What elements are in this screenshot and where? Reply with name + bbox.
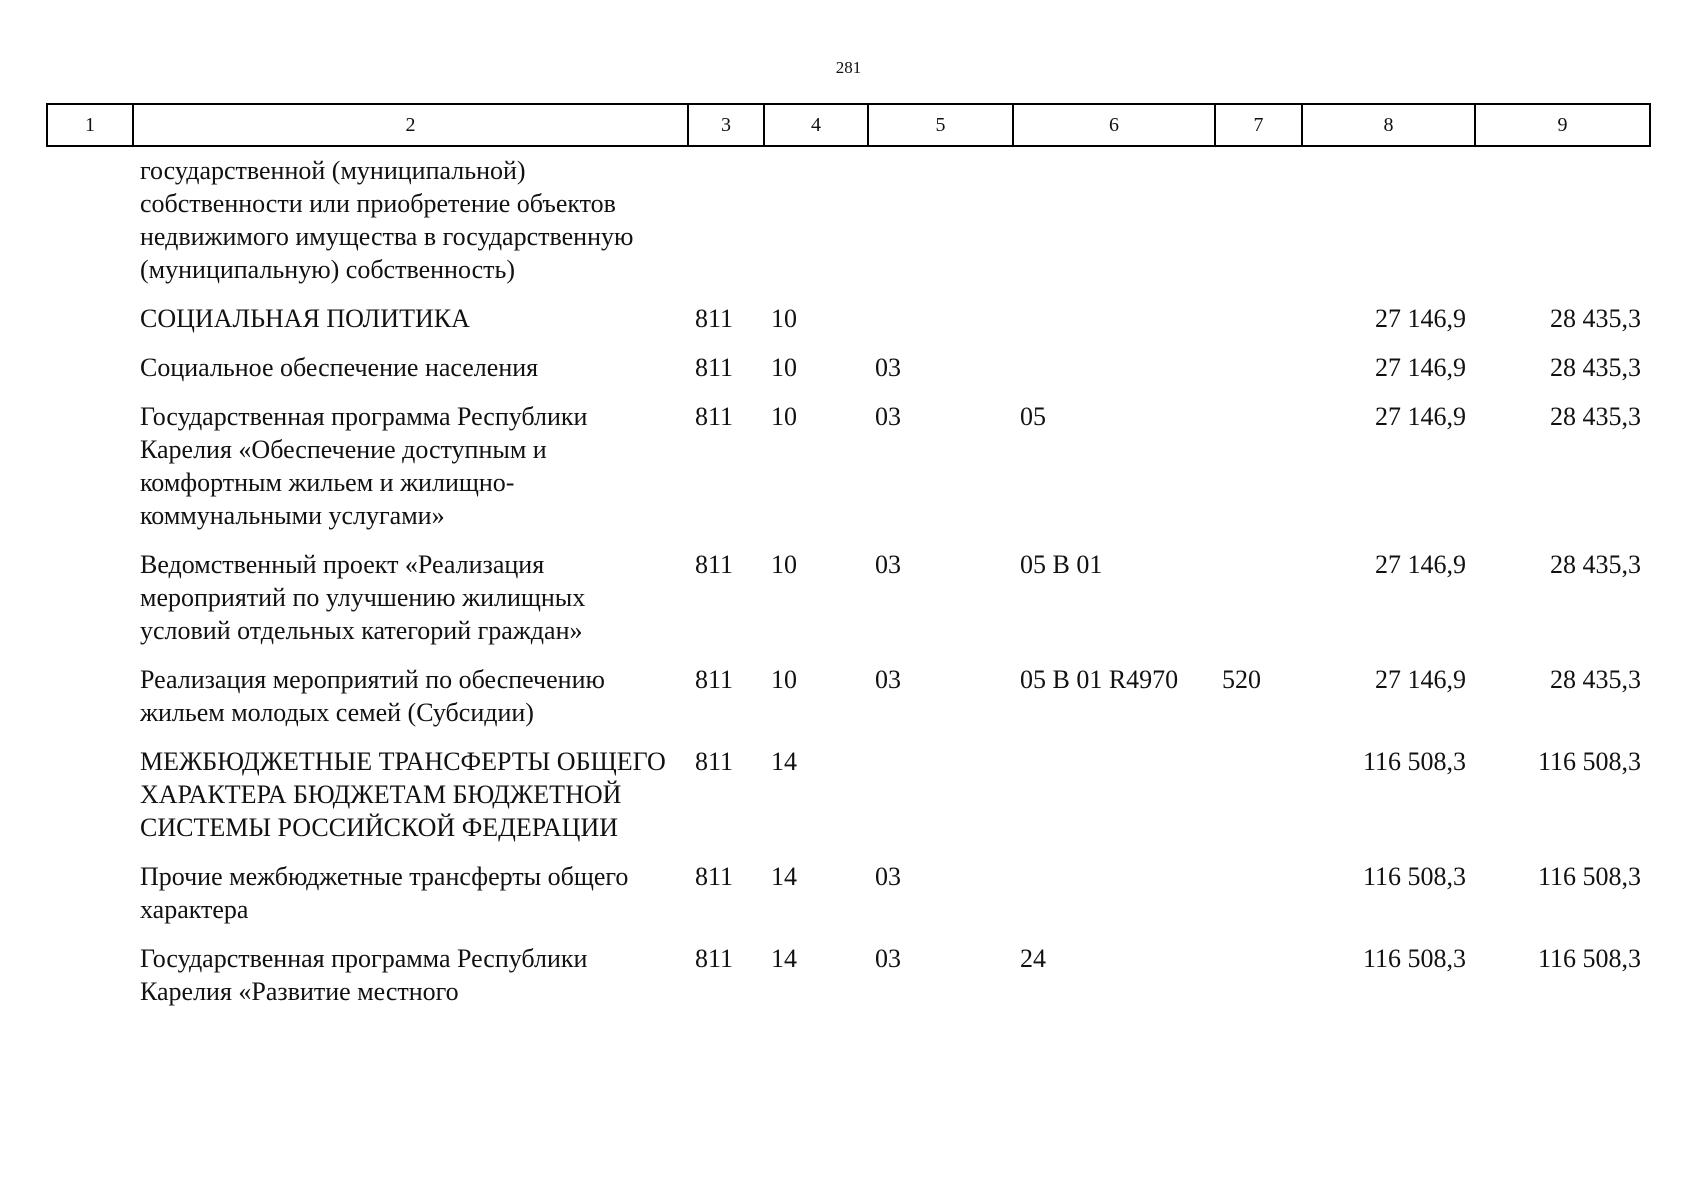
table-row [46,942,1649,1024]
table-row [46,860,1649,942]
cell-col5: 03 [875,665,901,694]
cell-col4: 14 [771,944,797,973]
cell-col4: 10 [771,304,797,333]
cell-col3: 811 [695,353,734,382]
cell-col8 [1301,154,1474,302]
cell-col9: 28 435,3 [1550,550,1641,579]
cell-col3 [687,154,763,302]
cell-col7 [1214,548,1301,663]
cell-col4: 14 [771,747,797,776]
cell-col5 [867,745,1012,860]
header-col-7: 7 [1215,104,1302,146]
cell-col5: 03 [875,550,901,579]
cell-col8: 27 146,9 [1375,304,1466,333]
table-row [46,663,1649,745]
header-col-6: 6 [1013,104,1215,146]
cell-col6: 05 В 01 R4970 [1020,665,1179,694]
cell-col4: 10 [771,550,797,579]
cell-col6 [1012,351,1214,400]
cell-name: Реализация мероприятий по обеспечению жильем молодых семей (Субсидии) [140,665,605,727]
cell-name: Социальное обеспечение населения [140,353,539,382]
cell-col3: 811 [695,550,734,579]
cell-col6: 24 [1020,944,1046,973]
cell-col4: 10 [771,665,797,694]
table-row [46,400,1649,548]
cell-col5: 03 [875,944,901,973]
cell-col9 [1474,154,1649,302]
cell-name: Государственная программа Республики Карелия «Развитие местного [140,944,588,1006]
cell-col6 [1012,860,1214,942]
table-row [46,154,1649,302]
cell-col3: 811 [695,402,734,431]
cell-name: Государственная программа Республики Карелия «Обеспечение доступным и комфортным жильем и жилищно-коммунальными услугами» [140,402,588,530]
cell-col4: 14 [771,862,797,891]
cell-col1 [46,663,132,745]
cell-col8: 27 146,9 [1375,550,1466,579]
cell-col7 [1214,154,1301,302]
budget-table [46,154,1649,1024]
cell-col6 [1012,745,1214,860]
cell-col8: 27 146,9 [1375,353,1466,382]
cell-col1 [46,745,132,860]
cell-col5: 03 [875,353,901,382]
cell-col9: 116 508,3 [1537,747,1641,776]
cell-col7 [1214,860,1301,942]
header-col-9: 9 [1475,104,1650,146]
cell-col6: 05 [1020,402,1046,431]
cell-col1 [46,302,132,351]
cell-col9: 28 435,3 [1550,402,1641,431]
cell-col5 [867,302,1012,351]
cell-col9: 116 508,3 [1537,862,1641,891]
cell-col8: 116 508,3 [1362,944,1466,973]
table-row [46,548,1649,663]
cell-col3: 811 [695,944,734,973]
cell-col3: 811 [695,747,734,776]
cell-col7: 520 [1222,665,1261,694]
cell-col7 [1214,302,1301,351]
cell-col6 [1012,154,1214,302]
cell-col9: 28 435,3 [1550,665,1641,694]
cell-name: Ведомственный проект «Реализация мероприятий по улучшению жилищных условий отдельных категорий граждан» [140,550,586,645]
header-col-1: 1 [47,104,133,146]
cell-col5: 03 [875,402,901,431]
cell-col6: 05 В 01 [1020,550,1103,579]
cell-col8: 116 508,3 [1362,747,1466,776]
cell-col3: 811 [695,862,734,891]
cell-col4: 10 [771,353,797,382]
header-col-3: 3 [688,104,764,146]
cell-col5 [867,154,1012,302]
cell-col7 [1214,351,1301,400]
column-number-header [46,103,1651,147]
cell-col4 [763,154,867,302]
cell-col3: 811 [695,665,734,694]
cell-name: СОЦИАЛЬНАЯ ПОЛИТИКА [140,304,470,333]
header-col-8: 8 [1302,104,1475,146]
cell-col9: 116 508,3 [1537,944,1641,973]
cell-col9: 28 435,3 [1550,304,1641,333]
cell-col7 [1214,400,1301,548]
cell-col7 [1214,745,1301,860]
table-row [46,745,1649,860]
cell-col5: 03 [875,862,901,891]
cell-col6 [1012,302,1214,351]
cell-col3: 811 [695,304,734,333]
cell-col8: 116 508,3 [1362,862,1466,891]
cell-name: Прочие межбюджетные трансферты общего характера [140,862,629,924]
header-col-5: 5 [868,104,1013,146]
table-row [46,351,1649,400]
cell-col1 [46,351,132,400]
header-col-2: 2 [133,104,688,146]
cell-col8: 27 146,9 [1375,665,1466,694]
cell-col1 [46,400,132,548]
cell-name: МЕЖБЮДЖЕТНЫЕ ТРАНСФЕРТЫ ОБЩЕГО ХАРАКТЕРА БЮДЖЕТАМ БЮДЖЕТНОЙ СИСТЕМЫ РОССИЙСКОЙ ФЕДЕРАЦИИ [140,747,666,842]
cell-col9: 28 435,3 [1550,353,1641,382]
cell-name: государственной (муниципальной) собственности или приобретение объектов недвижимого имущества в государственную (муниципальную) собственность) [140,156,634,284]
cell-col1 [46,154,132,302]
cell-col1 [46,860,132,942]
cell-col7 [1214,942,1301,1024]
cell-col1 [46,942,132,1024]
header-col-4: 4 [764,104,868,146]
cell-col8: 27 146,9 [1375,402,1466,431]
cell-col4: 10 [771,402,797,431]
page-number: 281 [835,58,862,77]
table-row [46,302,1649,351]
cell-col1 [46,548,132,663]
